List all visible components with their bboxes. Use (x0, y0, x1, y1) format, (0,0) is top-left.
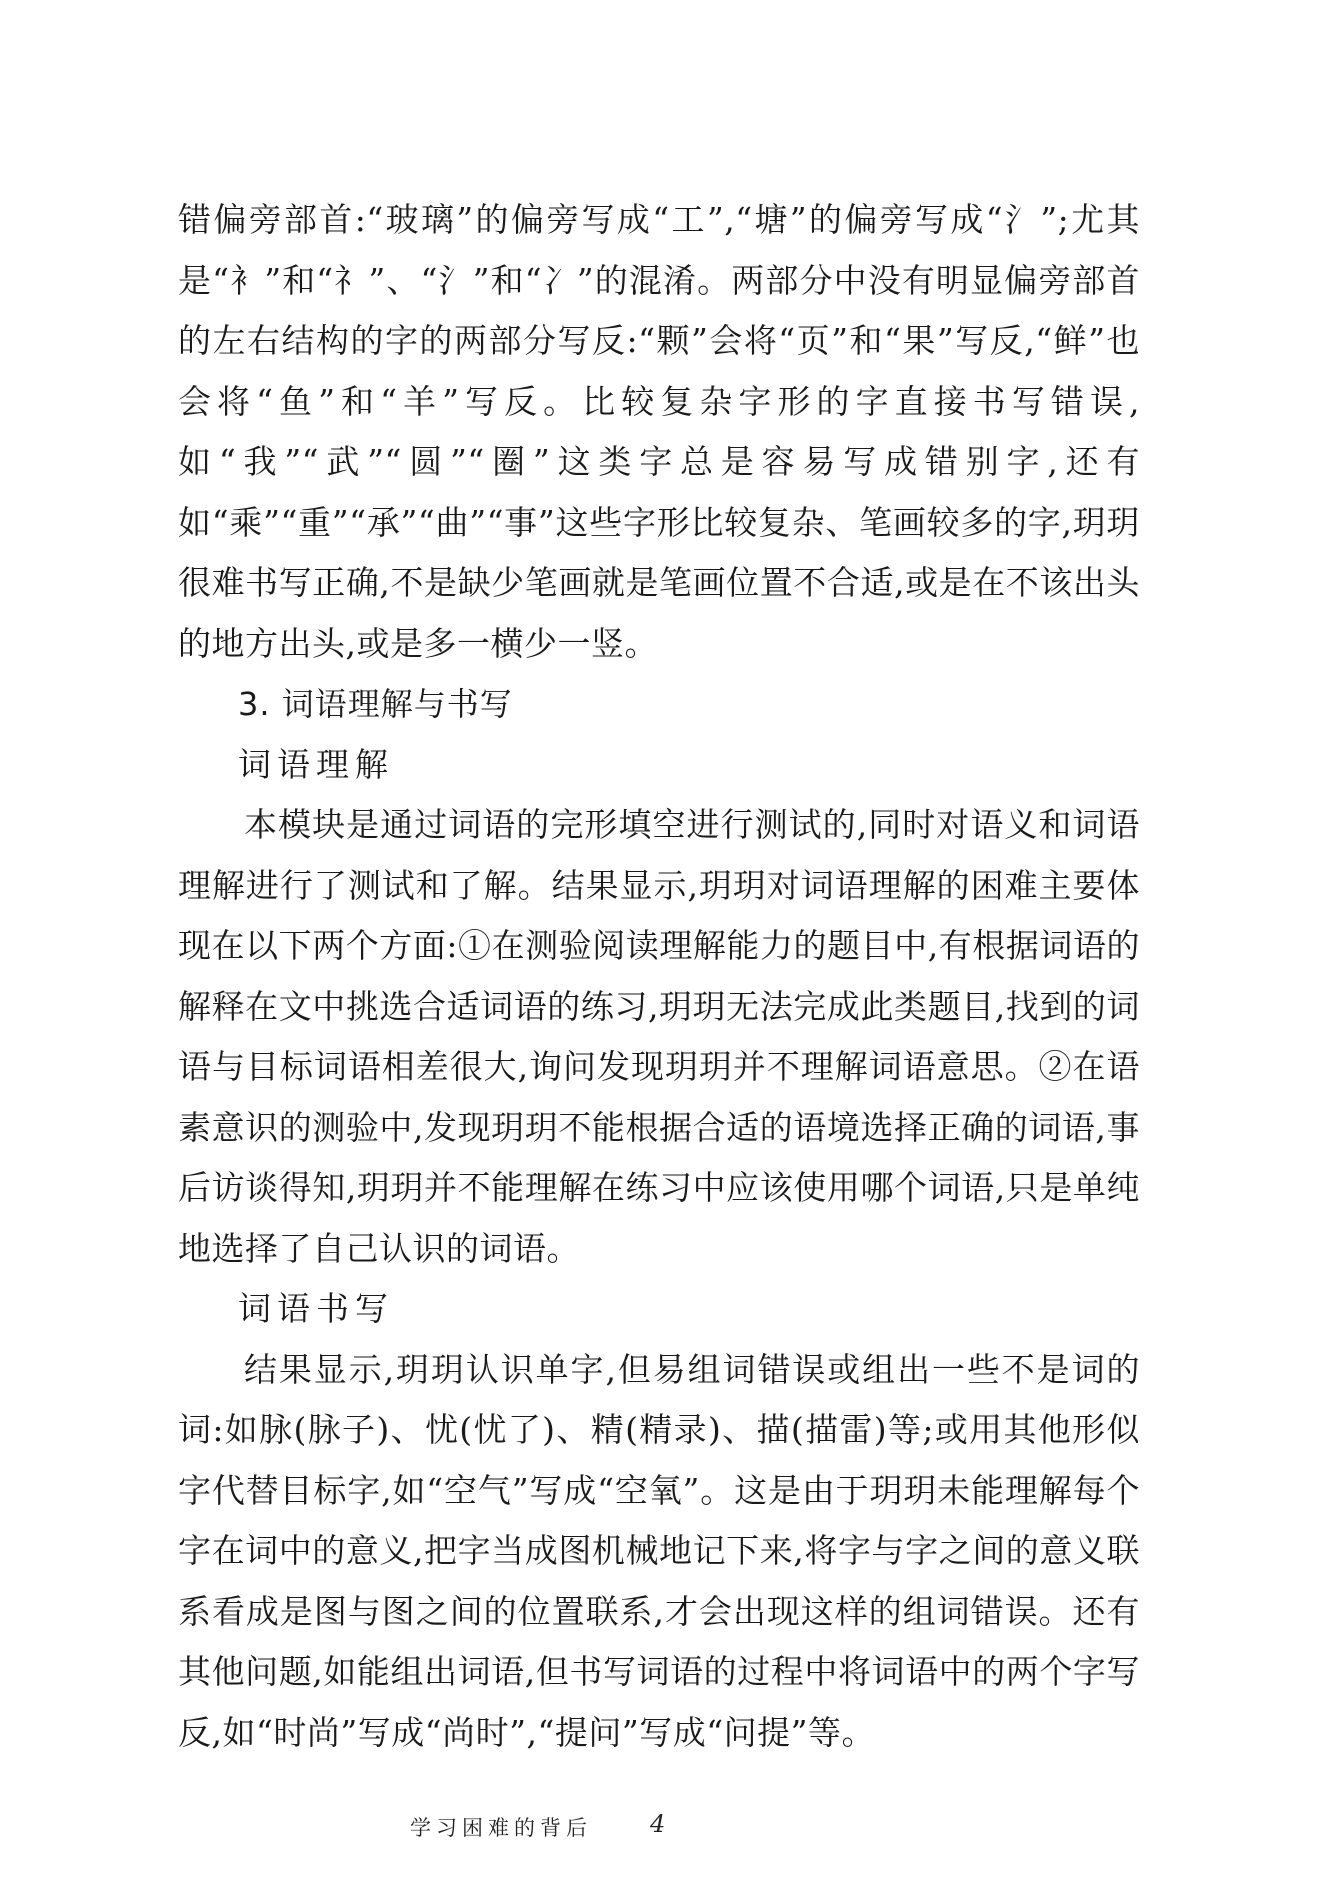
paragraph-continuation: 错偏旁部首:“玻璃”的偏旁写成“工”,“塘”的偏旁写成“氵”;尤其是“衤”和“礻”、“氵”和“冫”的混淆。两部分中没有明显偏旁部首的左右结构的字的两部分写反:“颗”会将“页”和“果”写反,“鲜”也会将“鱼”和“羊”写反。比较复杂字形的字直接书写错误,如“我”“武”“圆”“圈”这类字总是容易写成错别字,还有如“乘”“重”“承”“曲”“事”这些字形比较复杂、笔画较多的字,玥玥很难书写正确,不是缺少笔画就是笔画位置不合适,或是在不该出头的地方出头,或是多一横少一竖。 (178, 200, 1140, 663)
footer-book-title: 学习困难的背后 (410, 1816, 592, 1840)
paragraph-word-comprehension: 本模块是通过词语的完形填空进行测试的,同时对语义和词语理解进行了测试和了解。结果显示,玥玥对词语理解的困难主要体现在以下两个方面:①在测验阅读理解能力的题目中,有根据词语的解释在文中挑选合适词语的练习,玥玥无法完成此类题目,找到的词语与目标词语相差很大,询问发现玥玥并不理解词语意思。②在语素意识的测验中,发现玥玥不能根据合适的语境选择正确的词语,事后访谈得知,玥玥并不能理解在练习中应该使用哪个词语,只是单纯地选择了自己认识的词语。 (178, 805, 1140, 1268)
subheading-word-writing: 词语书写 (238, 1289, 394, 1328)
subheading-word-comprehension: 词语理解 (238, 744, 394, 784)
page-number: 4 (650, 1810, 666, 1838)
body-text (178, 190, 1140, 1763)
section-heading: 3. 词语理解与书写 (238, 685, 513, 723)
paragraph-word-writing: 结果显示,玥玥认识单字,但易组词错误或组出一些不是词的词:如脉(脉子)、忧(忧了)、精(精录)、描(描雷)等;或用其他形似字代替目标字,如“空气”写成“空氧”。这是由于玥玥未能理解每个字在词中的意义,把字当成图机械地记下来,将字与字之间的意义联系看成是图与图之间的位置联系,才会出现这样的组词错误。还有其他问题,如能组出词语,但书写词语的过程中将词语中的两个字写反,如“时尚”写成“尚时”,“提问”写成“问提”等。 (178, 1349, 1140, 1752)
page-footer (0, 1812, 1339, 1852)
